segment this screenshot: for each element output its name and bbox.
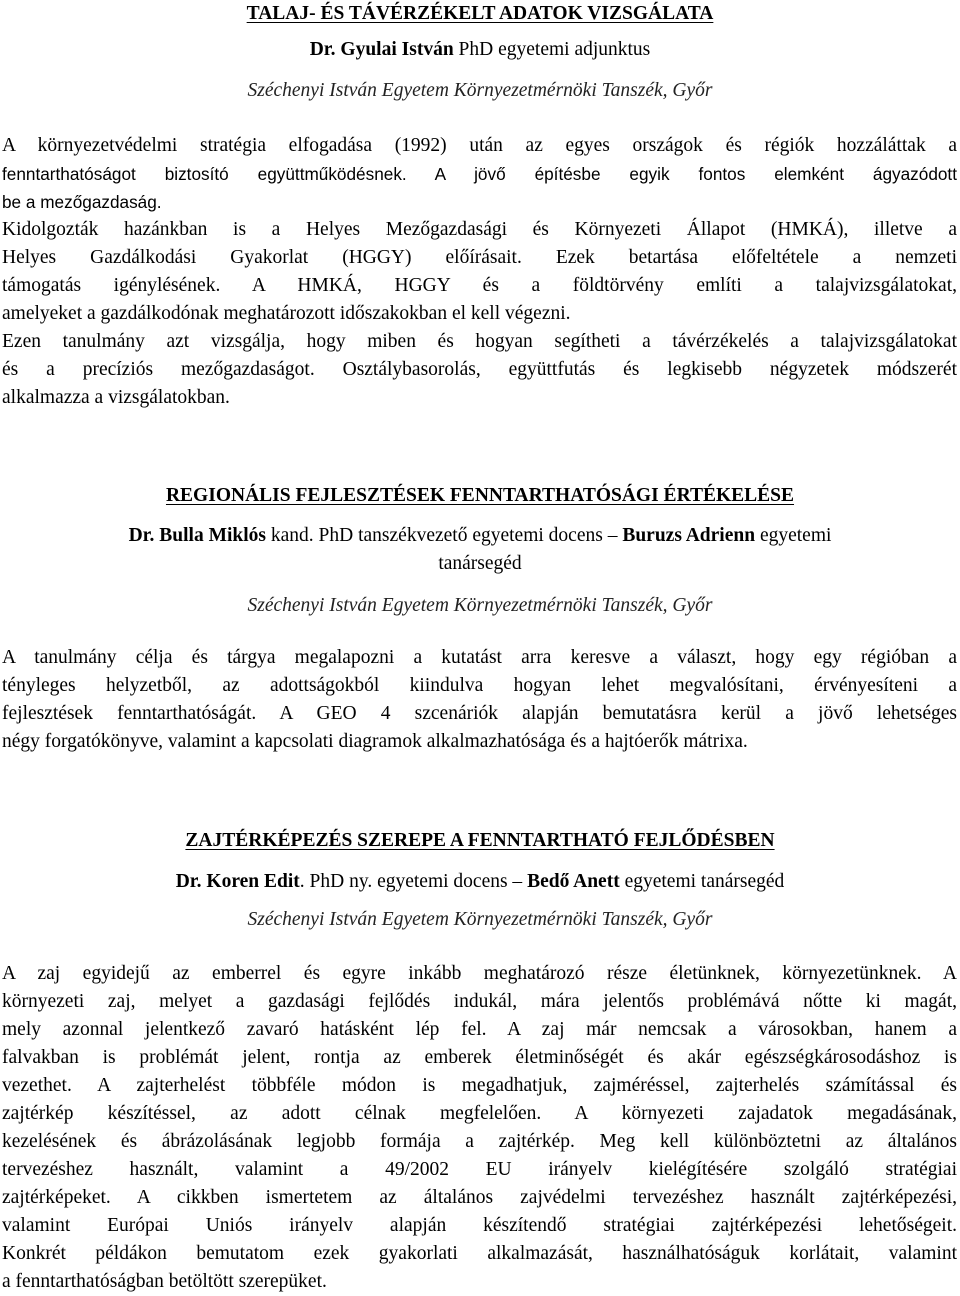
- section-1-affiliation: Széchenyi István Egyetem Környezetmérnöki Tanszék, Győr: [247, 80, 713, 101]
- section-1-line-9: és a precíziós mezőgazdaságot. Osztálybasorolás, együttfutás és legkisebb négyzetek módszerét: [2, 359, 957, 380]
- section-2-line-2: tényleges helyzetből, az adottságokból kiindulva hogyan lehet megvalósítani, érvényesíteni a: [2, 675, 957, 696]
- section-3-line-12: a fenntarthatóságban betöltött szerepüket.: [2, 1271, 327, 1292]
- section-3-line-11: Konkrét példákon bemutatom ezek gyakorlati alkalmazását, használhatóságuk korlátait, valamint: [2, 1243, 957, 1264]
- section-2-line-4: négy forgatókönyve, valamint a kapcsolati diagramok alkalmazhatósága és a hajtóerők mátrixa.: [2, 731, 748, 752]
- section-3-line-4: falvakban is problémát jelent, rontja az emberek életminőségét és akár egészségkárosodáshoz is: [2, 1047, 957, 1068]
- section-1-line-8: Ezen tanulmány azt vizsgálja, hogy miben és hogyan segítheti a távérzékelés a talajvizsgálatokat: [2, 331, 957, 352]
- section-1-line-2: fenntarthatóságot biztosító együttműködésnek. A jövő építésbe egyik fontos elemként ágyazódott: [2, 164, 957, 184]
- section-2-affiliation: Széchenyi István Egyetem Környezetmérnöki Tanszék, Győr: [247, 595, 713, 616]
- section-3-author-1-name: Dr. Koren Edit: [175, 871, 300, 892]
- section-3-line-5: vezethet. A zajterhelést többféle módon is megadhatjuk, zajméréssel, zajterhelés számítással és: [2, 1075, 957, 1096]
- section-1-line-3: be a mezőgazdaság.: [2, 192, 162, 212]
- section-3-affiliation: Széchenyi István Egyetem Környezetmérnöki Tanszék, Győr: [247, 909, 713, 930]
- section-1-title: TALAJ- ÉS TÁVÉRZÉKELT ADATOK VIZSGÁLATA: [246, 3, 714, 24]
- section-3-line-3: mely azonnal jelentkező zavaró hatásként lép fel. A zaj már nemcsak a városokban, hanem a: [2, 1019, 957, 1040]
- section-3-title: ZAJTÉRKÉPEZÉS SZEREPE A FENNTARTHATÓ FEJLŐDÉSBEN: [185, 830, 775, 851]
- section-3-line-1: A zaj egyidejű az emberrel és egyre inkább meghatározó része életünknek, környezetünknek. A: [2, 963, 957, 984]
- section-3-line-10: valamint Európai Uniós irányelv alapján készítendő stratégiai zajtérképezési lehetőségeit.: [2, 1215, 957, 1236]
- section-3-line-6: zajtérkép készítéssel, az adott célnak megfelelően. A környezeti zajadatok megadásának,: [2, 1103, 957, 1124]
- section-3-author-2-role: egyetemi tanársegéd: [624, 871, 785, 892]
- section-1-author-prefix: Dr.: [309, 39, 336, 60]
- section-3-author-2-name: Bedő Anett: [527, 871, 620, 892]
- section-3-line-8: tervezéshez használt, valamint a 49/2002 EU irányelv kielégítésére szolgáló stratégiai: [2, 1159, 957, 1180]
- section-2-line-1: A tanulmány célja és tárgya megalapozni a kutatást arra keresve a választ, hogy egy régióban a: [2, 647, 957, 668]
- section-2-author-1-role: kand. PhD tanszékvezető egyetemi docens –: [270, 525, 618, 546]
- section-3-line-9: zajtérképeket. A cikkben ismertetem az általános zajvédelmi tervezéshez használt zajtérképezési,: [2, 1187, 957, 1208]
- section-2-author: [0, 524, 960, 548]
- section-3-author-1-role: . PhD ny. egyetemi docens –: [299, 871, 523, 892]
- section-1-author-role: PhD egyetemi adjunktus: [458, 39, 651, 60]
- section-3-line-2: környezeti zaj, melyet a gazdasági fejlődés indukál, mára jelentős problémává nőtte ki magát,: [2, 991, 957, 1012]
- section-1-line-10: alkalmazza a vizsgálatokban.: [2, 387, 230, 408]
- section-1-author: [0, 38, 960, 62]
- section-1-line-7: amelyeket a gazdálkodónak meghatározott időszakokban el kell végezni.: [2, 303, 571, 324]
- section-1-line-6: támogatás igénylésének. A HMKÁ, HGGY és a földtörvény említi a talajvizsgálatokat,: [2, 275, 957, 296]
- section-2-title: REGIONÁLIS FEJLESZTÉSEK FENNTARTHATÓSÁGI ÉRTÉKELÉSE: [165, 485, 795, 506]
- section-3-author: [0, 870, 960, 894]
- section-2-author-1-name: Dr. Bulla Miklós: [128, 525, 267, 546]
- section-2-author-2-role: egyetemi: [759, 525, 832, 546]
- section-1-line-5: Helyes Gazdálkodási Gyakorlat (HGGY) előírásait. Ezek betartása előfeltétele a nemzeti: [2, 247, 957, 268]
- section-2-author-line-2: tanársegéd: [438, 553, 522, 574]
- section-3-line-7: kezelésének és ábrázolásának legjobb formája a zajtérkép. Meg kell különböztetni az általános: [2, 1131, 957, 1152]
- section-2-author-2-name: Buruzs Adrienn: [622, 525, 756, 546]
- section-1-line-4: Kidolgozták hazánkban is a Helyes Mezőgazdasági és Környezeti Állapot (HMKÁ), illetve a: [2, 219, 957, 240]
- section-2-line-3: fejlesztések fenntarthatóságát. A GEO 4 szcenáriók alapján bemutatásra kerül a jövő lehetséges: [2, 703, 957, 724]
- section-1-author-name: Gyulai István: [340, 39, 454, 60]
- section-1-line-1: A környezetvédelmi stratégia elfogadása (1992) után az egyes országok és régiók hozzáláttak a: [2, 135, 957, 156]
